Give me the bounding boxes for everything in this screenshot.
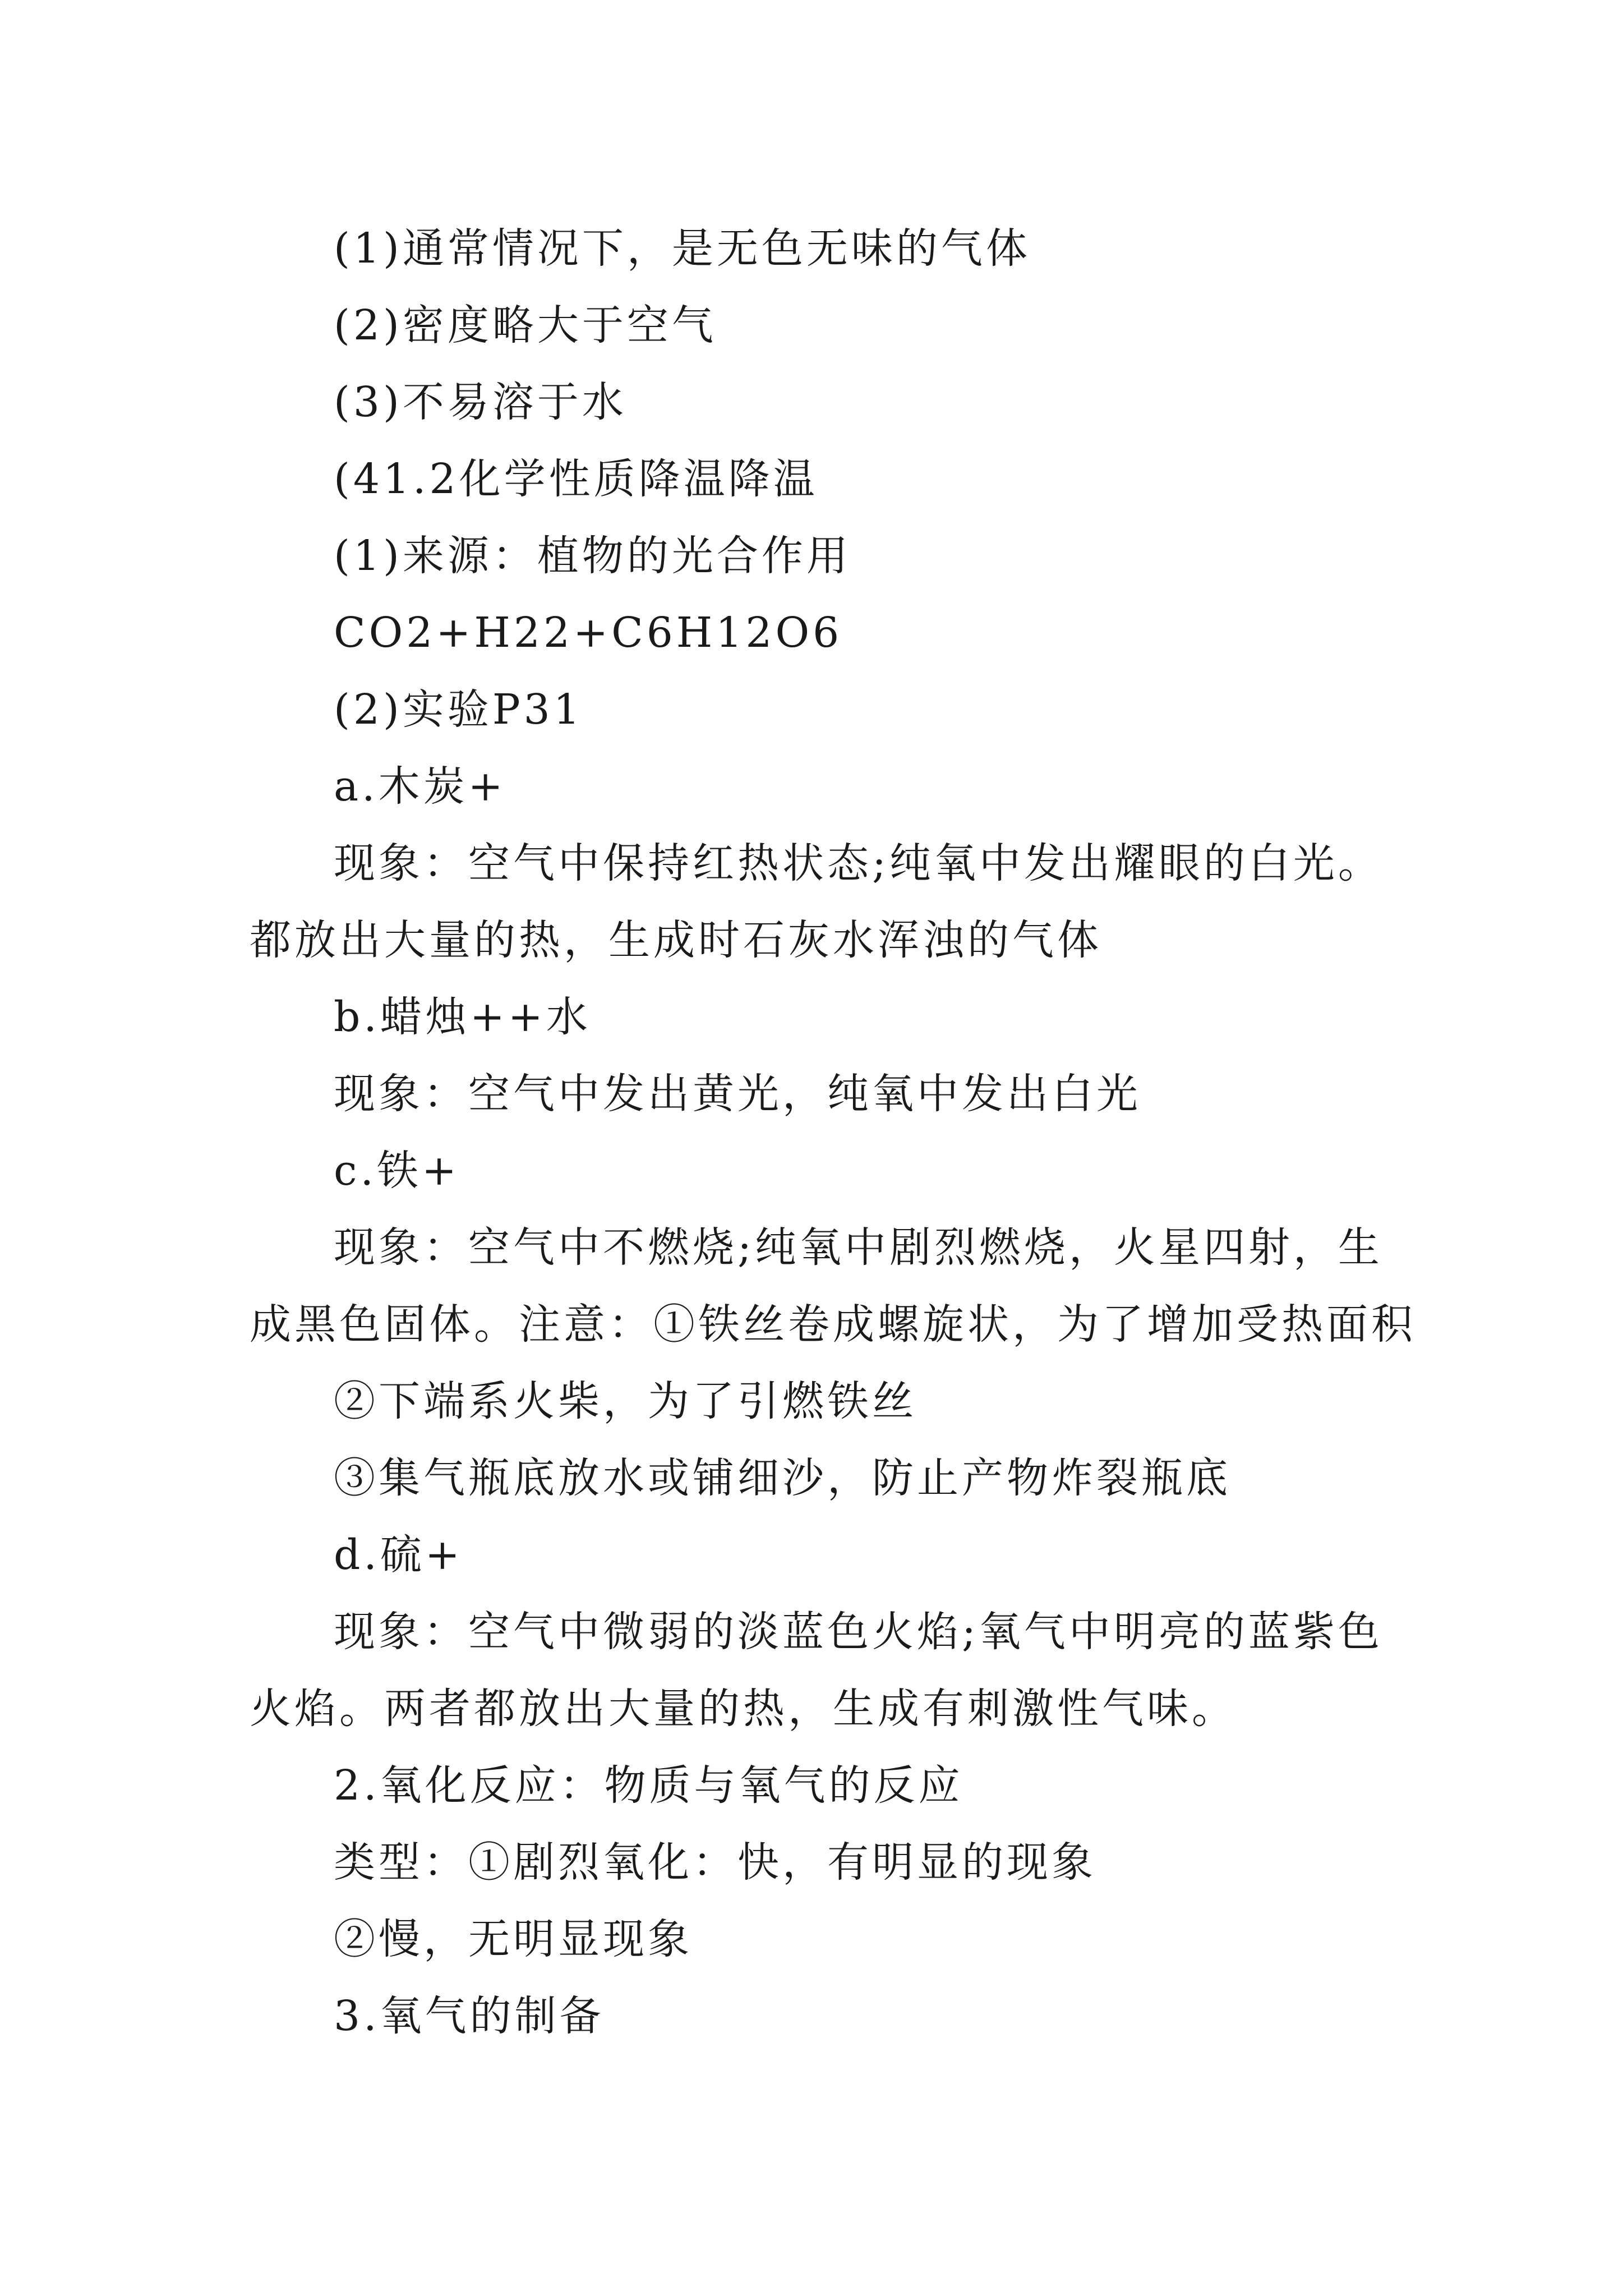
line-item-charcoal: a.木炭+ — [334, 762, 506, 811]
line-physical-property-2: (2)密度略大于空气 — [334, 301, 717, 349]
line-formula: CO2+H22+C6H12O6 — [334, 609, 843, 657]
line-source: (1)来源：植物的光合作用 — [334, 532, 851, 580]
line-physical-property-1: (1)通常情况下，是无色无味的气体 — [334, 224, 1031, 273]
line-candle-phenomenon: 现象：空气中发出黄光，纯氧中发出白光 — [334, 1070, 1141, 1118]
document-body — [250, 210, 1416, 2055]
line-section-preparation: 3.氧气的制备 — [334, 1992, 605, 2040]
line-item-iron: c.铁+ — [334, 1147, 460, 1195]
line-sulfur-phenomenon-cont: 火焰。两者都放出大量的热，生成有刺激性气味。 — [250, 1685, 1237, 1733]
line-charcoal-phenomenon: 现象：空气中保持红热状态;纯氧中发出耀眼的白光。 — [334, 839, 1383, 887]
line-iron-phenomenon-cont: 成黑色固体。注意：①铁丝卷成螺旋状，为了增加受热面积 — [250, 1300, 1416, 1349]
line-physical-property-3: (3)不易溶于水 — [334, 378, 627, 426]
line-iron-note-3: ③集气瓶底放水或铺细沙，防止产物炸裂瓶底 — [334, 1454, 1231, 1502]
line-item-sulfur: d.硫+ — [334, 1531, 463, 1579]
line-section-chemical-properties: (41.2化学性质降温降温 — [334, 455, 818, 503]
line-oxidation-type-1: 类型：①剧烈氧化：快，有明显的现象 — [334, 1838, 1096, 1887]
line-sulfur-phenomenon: 现象：空气中微弱的淡蓝色火焰;氧气中明亮的蓝紫色 — [334, 1608, 1383, 1656]
line-item-candle: b.蜡烛++水 — [334, 993, 591, 1041]
line-experiment: (2)实验P31 — [334, 685, 583, 734]
line-iron-phenomenon: 现象：空气中不燃烧;纯氧中剧烈燃烧，火星四射，生 — [334, 1223, 1383, 1272]
line-oxidation-type-2: ②慢，无明显现象 — [334, 1915, 693, 1963]
line-section-oxidation: 2.氧化反应：物质与氧气的反应 — [334, 1761, 963, 1810]
line-iron-note-2: ②下端系火柴，为了引燃铁丝 — [334, 1377, 917, 1425]
line-charcoal-phenomenon-cont: 都放出大量的热，生成时石灰水浑浊的气体 — [250, 916, 1102, 964]
